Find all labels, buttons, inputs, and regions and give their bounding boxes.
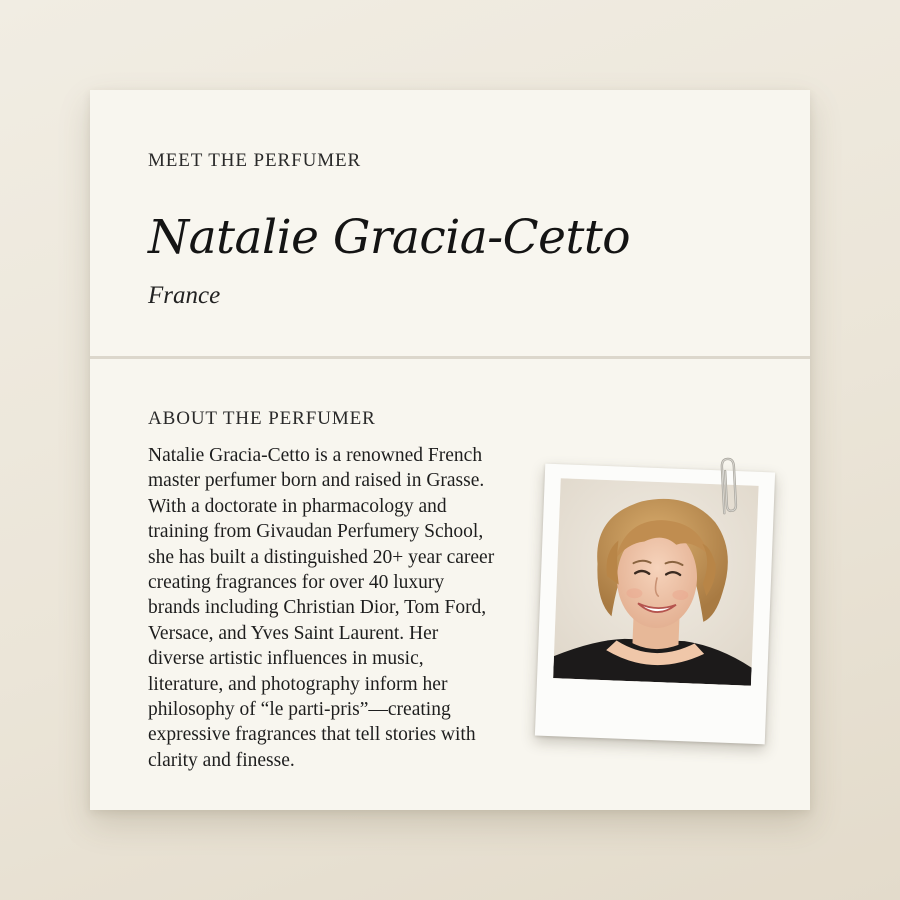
- bio-line: expressive fragrances that tell stories with: [148, 724, 476, 746]
- bio-line: brands including Christian Dior, Tom Ford,: [148, 597, 487, 619]
- bio-line: clarity and finesse.: [148, 749, 295, 771]
- bio-line: philosophy of “le parti-pris”—creating: [148, 699, 451, 721]
- paperclip-icon: [714, 454, 741, 521]
- bio-line: creating fragrances for over 40 luxury: [148, 572, 445, 594]
- section-divider: [90, 356, 810, 359]
- bio-line: With a doctorate in pharmacology and: [148, 495, 447, 517]
- bio-line: Versace, and Yves Saint Laurent. Her: [148, 622, 439, 644]
- perfumer-card: [90, 90, 810, 810]
- bio-line: training from Givaudan Perfumery School,: [148, 521, 484, 543]
- bio-line: master perfumer born and raised in Grasse.: [148, 470, 485, 492]
- perfumer-country: France: [148, 282, 221, 309]
- bio-line: diverse artistic influences in music,: [148, 648, 424, 670]
- bio-line: Natalie Gracia-Cetto is a renowned French: [148, 445, 483, 466]
- section-eyebrow: MEET THE PERFUMER: [148, 150, 362, 171]
- bio-line: literature, and photography inform her: [148, 673, 448, 695]
- about-eyebrow: ABOUT THE PERFUMER: [148, 408, 376, 429]
- perfumer-name: Natalie Gracia-Cetto: [148, 210, 631, 265]
- bio-line: she has built a distinguished 20+ year career: [148, 546, 495, 568]
- bio-text: [148, 443, 520, 773]
